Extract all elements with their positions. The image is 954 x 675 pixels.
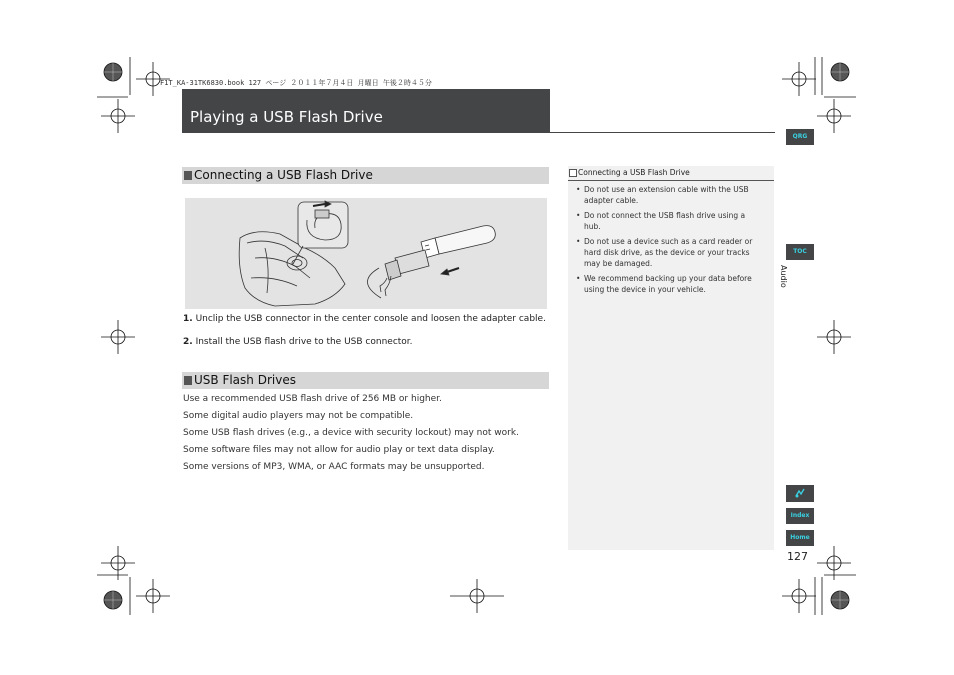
sidebar-bullet	[576, 210, 762, 232]
sidebar-bullet	[576, 236, 762, 269]
section-marker-icon	[184, 376, 192, 385]
section-heading-text: Connecting a USB Flash Drive	[194, 168, 373, 182]
step-1	[183, 314, 546, 324]
index-button[interactable]: Index	[786, 508, 814, 524]
sidebar-heading-text: Connecting a USB Flash Drive	[578, 168, 690, 177]
step-number: 2.	[183, 337, 193, 347]
bullet-dot-icon: •	[576, 211, 581, 220]
bullet-text: We recommend backing up your data before using the device in your vehicle.	[584, 274, 752, 294]
bullet-text: Do not use an extension cable with the USB adapter cable.	[584, 185, 749, 205]
body-line: Some versions of MP3, WMA, or AAC formats may be unsupported.	[183, 462, 485, 472]
step-text: Install the USB flash drive to the USB connector.	[195, 337, 413, 347]
bullet-dot-icon: •	[576, 185, 581, 194]
bullet-dot-icon: •	[576, 237, 581, 246]
step-text: Unclip the USB connector in the center console and loosen the adapter cable.	[195, 314, 546, 324]
voice-command-button[interactable]	[786, 485, 814, 502]
print-meta-line: F1T_KA-31TK6830.book 127 ページ ２０１１年７月４日 月曜日 午後２時４５分	[160, 79, 432, 87]
note-icon	[569, 169, 577, 177]
bullet-text: Do not use a device such as a card reader or hard disk drive, as the device or your tracks may be damaged.	[584, 237, 753, 268]
body-line: Some digital audio players may not be compatible.	[183, 411, 414, 421]
body-line: Use a recommended USB flash drive of 256 MB or higher.	[183, 394, 442, 404]
body-line: Some USB flash drives (e.g., a device with security lockout) may not work.	[183, 428, 519, 438]
step-2	[183, 337, 413, 347]
body-line: Some software files may not allow for audio play or text data display.	[183, 445, 495, 455]
home-button[interactable]: Home	[786, 530, 814, 546]
bullet-dot-icon: •	[576, 274, 581, 283]
section-heading-text: USB Flash Drives	[194, 373, 296, 387]
qrg-button[interactable]: QRG	[786, 129, 814, 145]
bullet-text: Do not connect the USB flash drive using a hub.	[584, 211, 746, 231]
sidebar-notes	[568, 166, 774, 550]
toc-button[interactable]: TOC	[786, 244, 814, 260]
illustration-drawing	[185, 198, 547, 309]
voice-icon	[793, 487, 807, 499]
usb-connection-illustration	[185, 198, 547, 309]
page-number: 127	[787, 550, 808, 563]
sidebar-bullet	[576, 184, 762, 206]
step-number: 1.	[183, 314, 193, 324]
sidebar-heading	[568, 166, 774, 181]
section-heading-usb-flash-drives	[182, 372, 549, 389]
chapter-label-audio: Audio	[779, 265, 788, 288]
section-heading-connecting	[182, 167, 549, 184]
page-title-bar	[182, 89, 550, 133]
title-rule	[550, 132, 775, 133]
sidebar-bullet	[576, 273, 762, 295]
page-title: Playing a USB Flash Drive	[190, 108, 383, 126]
section-marker-icon	[184, 171, 192, 180]
